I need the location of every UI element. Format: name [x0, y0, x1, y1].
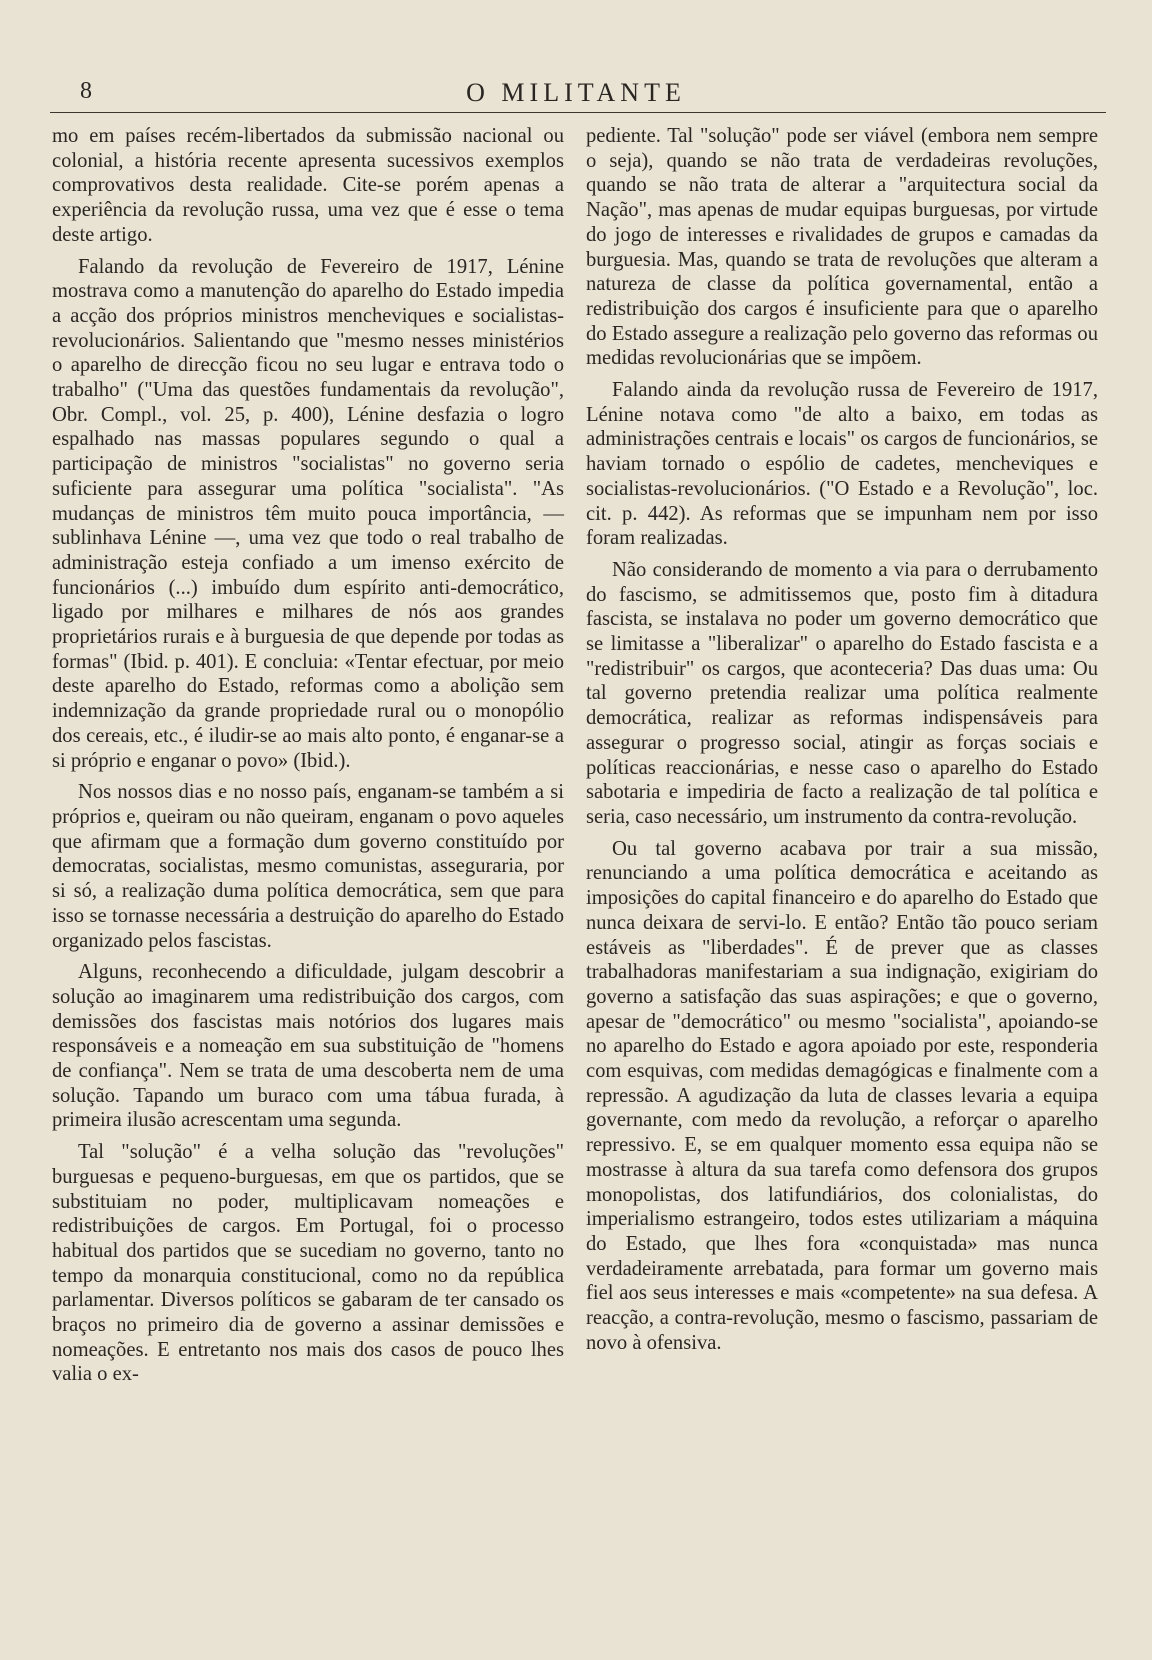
paragraph: Ou tal governo acabava por trair a sua missão, renunciando a uma política democrática e aceitando as imposições do capital financeiro e do aparelho do Estado que nunca deixara de servi-lo. E então? Então tão pouco seriam estáveis as "liberdades". É de prever que as classes trabalhadoras manifestariam a sua indignação, exigiriam do governo a satisfação das suas aspirações; e que o governo, apesar de "democrático" ou mesmo "socialista", apoiando-se no aparelho do Estado e agora apoiado por este, responderia com esquivas, com medidas demagógicas e finalmente com a repressão. A agudização da luta de classes levaria a equipa governante, com medo da revolução, a reforçar o aparelho repressivo. E, se em qualquer momento essa equipa não se mostrasse à altura da sua tarefa como defensora dos grupos monopolistas, dos latifundiários, dos colonialistas, do imperialismo estrangeiro, todos estes utilizariam a máquina do Estado, que lhes fora «conquistada» mas nunca verdadeiramente arrebatada, para formar um governo mais fiel aos seus interesses e mais «competente» na sua defesa. A reacção, a contra-revolução, mesmo o fascismo, passariam de novo à ofensiva.: [586, 837, 1098, 1354]
paragraph: Não considerando de momento a via para o derrubamento do fascismo, se admitissemos que, posto fim à ditadura fascista, se instalava no poder um governo democrático que se limitasse a "liberalizar" o aparelho do Estado fascista e a "redistribuir" os cargos, que aconteceria? Das duas uma: Ou tal governo pretendia realizar uma política realmente democrática, realizar as reformas indispensáveis para assegurar o progresso social, atingir as forças sociais e políticas reaccionárias, e nesse caso o aparelho do Estado sabotaria e impediria de facto a realização de tal política e seria, caso necessário, um instrumento da contra-revolução.: [586, 558, 1098, 828]
paragraph: pediente. Tal "solução" pode ser viável (embora nem sempre o seja), quando se não trata de verdadeiras revoluções, quando se não trata de alterar a "arquitectura social da Nação", mas apenas de mudar equipas burguesas, por virtude do jogo de interesses e rivalidades de grupos e camadas da burguesia. Mas, quando se trata de revoluções que alteram a natureza de classe da política governamental, então a redistribuição dos cargos é insuficiente para que o aparelho do Estado assegure a realização pelo governo das reformas ou medidas revolucionárias que se impõem.: [586, 125, 1098, 370]
right-column: [586, 124, 1098, 1355]
paragraph: mo em países recém-libertados da submissão nacional ou colonial, a história recente apresenta sucessivos exemplos comprovativos desta realidade. Cite-se porém apenas a experiência da revolução russa, uma vez que é esse o tema deste artigo.: [52, 125, 564, 246]
journal-title: O MILITANTE: [466, 78, 686, 107]
left-column: [52, 124, 564, 1387]
paragraph: Falando ainda da revolução russa de Fevereiro de 1917, Lénine notava como "de alto a baixo, em todas as administrações centrais e locais" os cargos de funcionários, se haviam tornado o espólio de cadetes, mencheviques e socialistas-revolucionários. ("O Estado e a Revolução", loc. cit. p. 442). As reformas que se impunham nem por isso foram realizadas.: [586, 379, 1098, 550]
page-header: [52, 78, 1100, 112]
paragraph: Nos nossos dias e no nosso país, enganam-se também a si próprios e, queiram ou não queiram, enganam o povo aqueles que afirmam que a formação dum governo constituído por democratas, socialistas, mesmo comunistas, asseguraria, por si só, a realização duma política democrática, sem que para isso se tornasse necessária a destruição do aparelho do Estado organizado pelos fascistas.: [52, 781, 564, 952]
paragraph: Tal "solução" é a velha solução das "revoluções" burguesas e pequeno-burguesas, em que os partidos, que se substituiam no poder, multiplicavam nomeações e redistribuições de cargos. Em Portugal, foi o processo habitual dos partidos que se sucediam no governo, tanto no tempo da monarquia constitucional, como no da república parlamentar. Diversos políticos se gabaram de ter cansado os braços no primeiro dia de governo a assinar demissões e nomeações. E entretanto nos mais dos casos de pouco lhes valia o ex-: [52, 1141, 564, 1386]
header-rule: [50, 112, 1106, 113]
paragraph: Falando da revolução de Fevereiro de 1917, Lénine mostrava como a manutenção do aparelho do Estado impedia a acção dos próprios ministros mencheviques e socialistas-revolucionários. Salientando que "mesmo nesses ministérios o aparelho de direcção ficou no seu lugar e entrava todo o trabalho" ("Uma das questões fundamentais da revolução", Obr. Compl., vol. 25, p. 400), Lénine desfazia o logro espalhado nas massas populares segundo o qual a participação de ministros "socialistas" no governo seria suficiente para assegurar uma política "socialista". "As mudanças de ministros têm muito pouca importância, — sublinhava Lénine —, uma vez que todo o real trabalho de administração esteja confiado a um imenso exército de funcionários (...) imbuído dum espírito anti-democrático, ligado por milhares e milhares de nós aos grandes proprietários rurais e à burguesia de que depende por todas as formas" (Ibid. p. 401). E concluia: «Tentar efectuar, por meio deste aparelho do Estado, reformas como a abolição sem indemnização da grande propriedade rural ou o monopólio dos cereais, etc., é iludir-se ao mais alto ponto, é enganar-se a si próprio e enganar o povo» (Ibid.).: [52, 255, 564, 772]
paragraph: Alguns, reconhecendo a dificuldade, julgam descobrir a solução ao imaginarem uma redistribuição dos cargos, com demissões dos fascistas mais notórios dos lugares mais responsáveis e a nomeação em sua substituição de "homens de confiança". Nem se trata de uma descoberta nem de uma solução. Tapando um buraco com uma tábua furada, à primeira ilusão acrescentam uma segunda.: [52, 961, 564, 1132]
page-number: 8: [80, 78, 93, 104]
